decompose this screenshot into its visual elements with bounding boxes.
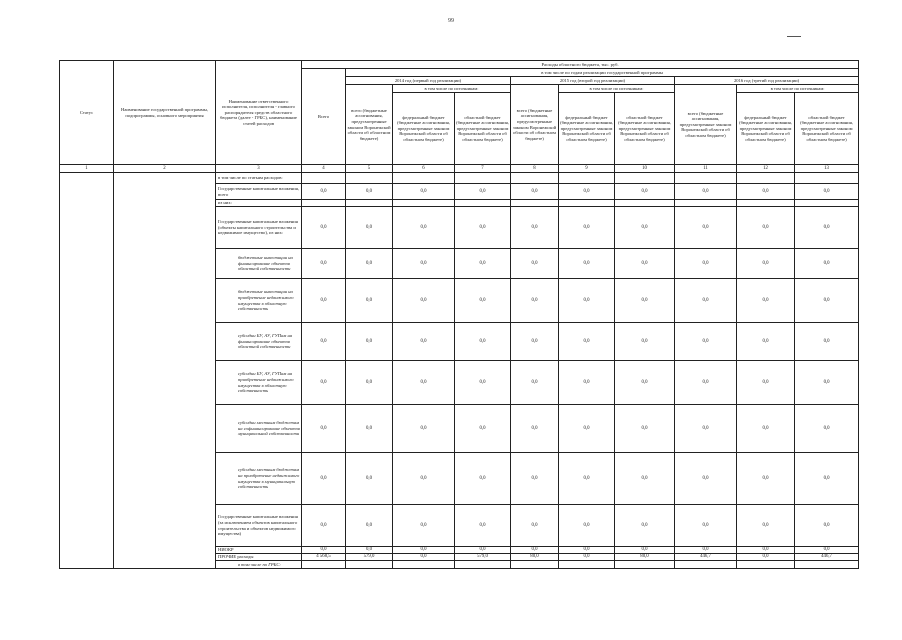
- value-cell: 0,0: [675, 405, 737, 453]
- value-cell: 0,0: [675, 547, 737, 554]
- value-cell: [675, 173, 737, 184]
- value-cell: 0,0: [455, 184, 511, 200]
- value-cell: 0,0: [615, 405, 675, 453]
- value-cell: [675, 561, 737, 569]
- row-label: бюджетные инвестиции на приобретение недвижимого имущества в областную собственность: [216, 279, 302, 323]
- row-label: Государственные капитальные вложения (объекты капитального строительства и недвижимое имущество), из них:: [216, 207, 302, 249]
- value-cell: 0,0: [795, 249, 859, 279]
- value-cell: [795, 200, 859, 207]
- value-cell: 0,0: [346, 361, 393, 405]
- header-year-2015: 2015 год (второй год реализации): [511, 77, 675, 85]
- value-cell: 0,0: [302, 323, 346, 361]
- scan-mark: [787, 36, 801, 37]
- value-cell: 0,0: [559, 505, 615, 547]
- row-label: НИОКР: [216, 547, 302, 554]
- value-cell: 0,0: [511, 207, 559, 249]
- value-cell: 0,0: [559, 361, 615, 405]
- value-cell: 0,0: [559, 405, 615, 453]
- column-number: 7: [455, 165, 511, 173]
- value-cell: 0,0: [737, 323, 795, 361]
- value-cell: 0,0: [615, 249, 675, 279]
- header-2016-sources: в том числе по источникам:: [737, 85, 859, 93]
- value-cell: 0,0: [393, 361, 455, 405]
- value-cell: 0,0: [511, 547, 559, 554]
- value-cell: 0,0: [615, 279, 675, 323]
- header-2015-federal: федеральный бюджет (бюджетные ассигнования, предусмотренные законом Воронежской области об областном бюджете): [559, 93, 615, 165]
- value-cell: [511, 173, 559, 184]
- value-cell: 0,0: [511, 505, 559, 547]
- header-year-2014: 2014 год (первый год реализации): [346, 77, 511, 85]
- value-cell: 0,0: [511, 405, 559, 453]
- value-cell: 0,0: [455, 547, 511, 554]
- value-cell: [346, 561, 393, 569]
- value-cell: 0,0: [795, 505, 859, 547]
- value-cell: [615, 561, 675, 569]
- value-cell: 0,0: [393, 207, 455, 249]
- header-executor: Наименование ответственного исполнителя, исполнителя - главного распорядителя средств областного бюджета (далее - ГРБС), наименование статей расходов: [216, 61, 302, 165]
- value-cell: 0,0: [675, 249, 737, 279]
- value-cell: 0,0: [559, 249, 615, 279]
- value-cell: 0,0: [511, 184, 559, 200]
- header-status: Статус: [60, 61, 114, 165]
- row-label: субсидии местным бюджетам на приобретение недвижимого имущества в муниципальную собственность: [216, 453, 302, 505]
- value-cell: 0,0: [302, 405, 346, 453]
- value-cell: 0,0: [795, 453, 859, 505]
- header-2015-all: всего (бюджетные ассигнования, предусмотренные законом Воронежской области об областном бюджете): [511, 85, 559, 165]
- program-cell: [114, 173, 216, 569]
- value-cell: 0,0: [346, 184, 393, 200]
- value-cell: 0,0: [511, 249, 559, 279]
- value-cell: 0,0: [455, 323, 511, 361]
- value-cell: 0,0: [455, 505, 511, 547]
- value-cell: 0,0: [455, 207, 511, 249]
- value-cell: 0,0: [675, 184, 737, 200]
- value-cell: [393, 561, 455, 569]
- column-number: 3: [216, 165, 302, 173]
- value-cell: [455, 561, 511, 569]
- value-cell: [455, 173, 511, 184]
- value-cell: 0,0: [346, 249, 393, 279]
- header-year-2016: 2016 год (третий год реализации): [675, 77, 859, 85]
- value-cell: 0,0: [675, 207, 737, 249]
- value-cell: [737, 173, 795, 184]
- value-cell: 0,0: [393, 453, 455, 505]
- header-program-name: Наименование государственной программы, подпрограммы, основного мероприятия: [114, 61, 216, 165]
- value-cell: 0,0: [393, 547, 455, 554]
- value-cell: 0,0: [675, 279, 737, 323]
- value-cell: 0,0: [737, 405, 795, 453]
- value-cell: 0,0: [675, 453, 737, 505]
- value-cell: 0,0: [795, 323, 859, 361]
- header-2014-federal: федеральный бюджет (бюджетные ассигнования, предусмотренные законом Воронежской области об областном бюджете): [393, 93, 455, 165]
- value-cell: 0,0: [737, 554, 795, 561]
- column-number: 6: [393, 165, 455, 173]
- value-cell: 0,0: [346, 279, 393, 323]
- row-label: субсидии местным бюджетам на софинансирование объектов муниципальной собственности: [216, 405, 302, 453]
- row-label: Государственные капитальные вложения, всего: [216, 184, 302, 200]
- row-label: из них:: [216, 200, 302, 207]
- value-cell: 0,0: [302, 279, 346, 323]
- value-cell: 0,0: [559, 453, 615, 505]
- value-cell: 446,7: [675, 554, 737, 561]
- value-cell: 0,0: [795, 405, 859, 453]
- value-cell: 0,0: [511, 279, 559, 323]
- column-number: 10: [615, 165, 675, 173]
- value-cell: 0,0: [302, 505, 346, 547]
- value-cell: 0,0: [737, 184, 795, 200]
- value-cell: 0,0: [302, 453, 346, 505]
- value-cell: 0,0: [511, 323, 559, 361]
- value-cell: 0,0: [393, 505, 455, 547]
- value-cell: 0,0: [346, 207, 393, 249]
- value-cell: 0,0: [346, 453, 393, 505]
- header-by-years: в том числе по годам реализации государственной программы: [346, 69, 859, 77]
- value-cell: 0,0: [675, 505, 737, 547]
- column-number: 4: [302, 165, 346, 173]
- value-cell: 579,0: [455, 554, 511, 561]
- column-number: 1: [60, 165, 114, 173]
- value-cell: 0,0: [302, 547, 346, 554]
- value-cell: 0,0: [511, 361, 559, 405]
- page-number: 99: [448, 18, 454, 24]
- value-cell: [455, 200, 511, 207]
- header-2015-sources: в том числе по источникам:: [559, 85, 675, 93]
- row-label: субсидии БУ, АУ, ГУПам на приобретение недвижимого имущества в областную собственность: [216, 361, 302, 405]
- column-number: 8: [511, 165, 559, 173]
- header-2016-all: всего (бюджетные ассигнования, предусмотренные законом Воронежской области об областном бюджете): [675, 85, 737, 165]
- column-number: 11: [675, 165, 737, 173]
- value-cell: 0,0: [615, 505, 675, 547]
- value-cell: [737, 561, 795, 569]
- row-label: Государственные капитальные вложения (за исключением объектов капитального строительства и объектов недвижимого имущества): [216, 505, 302, 547]
- value-cell: 0,0: [346, 505, 393, 547]
- value-cell: [393, 200, 455, 207]
- value-cell: [559, 561, 615, 569]
- value-cell: 0,0: [559, 547, 615, 554]
- value-cell: [346, 200, 393, 207]
- row-label: субсидии БУ, АУ, ГУПам на финансирование объектов областной собственности: [216, 323, 302, 361]
- value-cell: 0,0: [346, 547, 393, 554]
- row-label: в том числе по статьям расходов:: [216, 173, 302, 184]
- column-number: 9: [559, 165, 615, 173]
- value-cell: 0,0: [795, 547, 859, 554]
- value-cell: 0,0: [675, 361, 737, 405]
- value-cell: [393, 173, 455, 184]
- value-cell: [302, 173, 346, 184]
- value-cell: 0,0: [737, 207, 795, 249]
- value-cell: [302, 561, 346, 569]
- value-cell: 0,0: [559, 279, 615, 323]
- value-cell: [737, 200, 795, 207]
- value-cell: [559, 200, 615, 207]
- value-cell: 0,0: [615, 453, 675, 505]
- value-cell: [615, 200, 675, 207]
- column-numbers-row: [60, 165, 859, 173]
- value-cell: 0,0: [559, 207, 615, 249]
- value-cell: 0,0: [302, 184, 346, 200]
- header-total: Всего: [302, 69, 346, 165]
- value-cell: 0,0: [455, 453, 511, 505]
- value-cell: 80,0: [615, 554, 675, 561]
- value-cell: 0,0: [737, 361, 795, 405]
- value-cell: 0,0: [737, 279, 795, 323]
- value-cell: 0,0: [393, 323, 455, 361]
- value-cell: 0,0: [346, 323, 393, 361]
- value-cell: [346, 173, 393, 184]
- value-cell: 0,0: [455, 279, 511, 323]
- value-cell: 4 568,5: [302, 554, 346, 561]
- value-cell: 0,0: [675, 323, 737, 361]
- value-cell: 0,0: [615, 547, 675, 554]
- value-cell: 0,0: [393, 184, 455, 200]
- value-cell: 0,0: [559, 323, 615, 361]
- value-cell: 0,0: [615, 184, 675, 200]
- column-number: 2: [114, 165, 216, 173]
- header-2016-federal: федеральный бюджет (бюджетные ассигнования, предусмотренные законом Воронежской области об областном бюджете): [737, 93, 795, 165]
- status-cell: [60, 173, 114, 569]
- column-number: 5: [346, 165, 393, 173]
- value-cell: [511, 561, 559, 569]
- value-cell: [559, 173, 615, 184]
- header-expenses-title: Расходы областного бюджета, тыс. руб.: [302, 61, 859, 69]
- value-cell: 446,7: [795, 554, 859, 561]
- value-cell: 0,0: [393, 279, 455, 323]
- table-row: [60, 173, 859, 184]
- value-cell: [795, 173, 859, 184]
- value-cell: 0,0: [559, 554, 615, 561]
- value-cell: 0,0: [737, 453, 795, 505]
- value-cell: 0,0: [737, 505, 795, 547]
- value-cell: [511, 200, 559, 207]
- value-cell: 0,0: [302, 249, 346, 279]
- value-cell: 0,0: [737, 547, 795, 554]
- header-2014-sources: в том числе по источникам:: [393, 85, 511, 93]
- column-number: 12: [737, 165, 795, 173]
- value-cell: 0,0: [393, 249, 455, 279]
- header-2014-all: всего (бюджетные ассигнования, предусмотренные законом Воронежской области об областном бюджете): [346, 85, 393, 165]
- value-cell: 0,0: [393, 554, 455, 561]
- row-label: бюджетные инвестиции на финансирование объектов областной собственности: [216, 249, 302, 279]
- value-cell: 0,0: [455, 249, 511, 279]
- column-number: 13: [795, 165, 859, 173]
- value-cell: [795, 561, 859, 569]
- row-label: ПРОЧИЕ расходы: [216, 554, 302, 561]
- value-cell: 0,0: [393, 405, 455, 453]
- value-cell: 579,0: [346, 554, 393, 561]
- value-cell: [615, 173, 675, 184]
- value-cell: 0,0: [795, 207, 859, 249]
- value-cell: [302, 200, 346, 207]
- value-cell: 0,0: [511, 453, 559, 505]
- row-label: в том числе по ГРБС:: [216, 561, 302, 569]
- value-cell: 80,0: [511, 554, 559, 561]
- value-cell: [675, 200, 737, 207]
- header-2015-regional: областной бюджет (бюджетные ассигнования, предусмотренные законом Воронежской области об областном бюджете): [615, 93, 675, 165]
- value-cell: 0,0: [615, 207, 675, 249]
- header-2016-regional: областной бюджет (бюджетные ассигнования, предусмотренные законом Воронежской области об областном бюджете): [795, 93, 859, 165]
- value-cell: 0,0: [795, 361, 859, 405]
- value-cell: 0,0: [737, 249, 795, 279]
- value-cell: 0,0: [559, 184, 615, 200]
- value-cell: 0,0: [346, 405, 393, 453]
- value-cell: 0,0: [615, 323, 675, 361]
- header-2014-regional: областной бюджет (бюджетные ассигнования, предусмотренные законом Воронежской области об областном бюджете): [455, 93, 511, 165]
- value-cell: 0,0: [795, 279, 859, 323]
- value-cell: 0,0: [795, 184, 859, 200]
- value-cell: 0,0: [302, 361, 346, 405]
- value-cell: 0,0: [455, 361, 511, 405]
- value-cell: 0,0: [302, 207, 346, 249]
- expenses-table: [59, 60, 859, 569]
- value-cell: 0,0: [615, 361, 675, 405]
- value-cell: 0,0: [455, 405, 511, 453]
- expenses-table-container: [59, 60, 858, 569]
